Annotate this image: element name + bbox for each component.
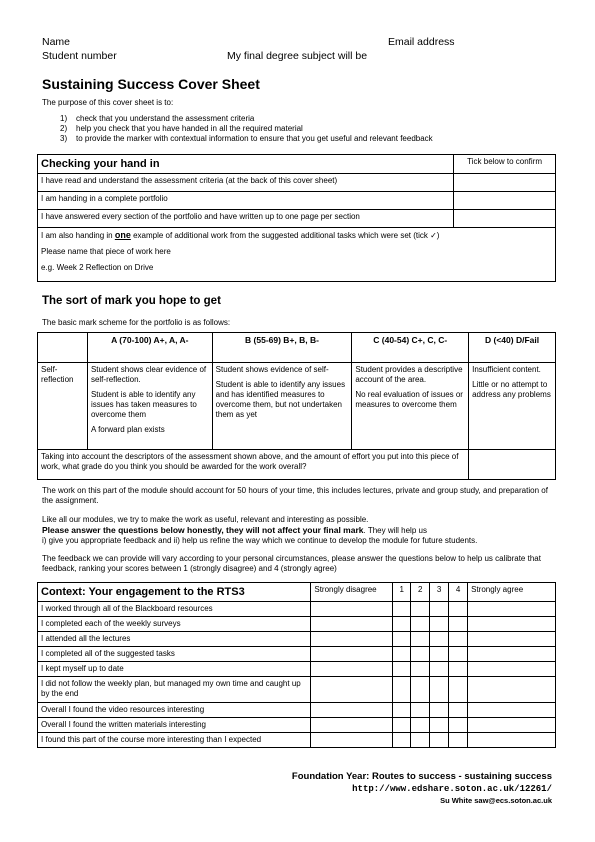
rating-cell[interactable]: [449, 703, 468, 718]
engagement-heading: Context: Your engagement to the RTS3: [38, 583, 311, 602]
check-row-text: I have read and understand the assessment criteria (at the back of this cover sheet): [38, 174, 454, 192]
rating-cell[interactable]: [430, 602, 449, 617]
rating-cell[interactable]: [430, 647, 449, 662]
rating-cell[interactable]: [411, 647, 430, 662]
rating-cell[interactable]: [449, 718, 468, 733]
tick-cell[interactable]: [454, 192, 556, 210]
self-reflection-label: Self-reflection: [38, 363, 88, 450]
rating-cell[interactable]: [411, 617, 430, 632]
rating-cell[interactable]: [430, 733, 449, 748]
rating-cell[interactable]: [411, 733, 430, 748]
rating-cell[interactable]: [430, 703, 449, 718]
grade-d-descriptor: Insufficient content. Little or no attempt to address any problems: [469, 363, 556, 450]
hours-paragraph: The work on this part of the module should account for 50 hours of your time, this includes lectures, private and group study, and preparation of the assignment.: [42, 486, 548, 505]
grade-a-header: A (70-100) A+, A, A-: [87, 333, 212, 363]
footer-author: Su White saw@ecs.soton.ac.uk: [440, 796, 552, 805]
rating-cell[interactable]: [411, 703, 430, 718]
check-row-text: I have answered every section of the portfolio and have written up to one page per section: [38, 210, 454, 228]
rating-cell[interactable]: [449, 602, 468, 617]
engagement-table: [37, 582, 556, 748]
rating-cell[interactable]: [411, 662, 430, 677]
emphasis-one: one: [114, 230, 131, 240]
grade-b-header: B (55-69) B+, B, B-: [212, 333, 352, 363]
footer-course: Foundation Year: Routes to success - sustaining success: [291, 771, 552, 782]
rating-cell[interactable]: [430, 677, 449, 703]
tick-header: Tick below to confirm: [454, 155, 556, 174]
scale-3: 3: [430, 583, 449, 602]
email-label: Email address: [388, 36, 455, 48]
check-row-text: I am handing in a complete portfolio: [38, 192, 454, 210]
rating-cell[interactable]: [393, 647, 411, 662]
feedback-paragraph: The feedback we can provide will vary according to your personal circumstances, please answer the questions below to help us calibrate that feedback, ranking your scores between 1 (strongly disagree) and 4 (strongly agree): [42, 554, 541, 573]
scale-4: 4: [449, 583, 468, 602]
engagement-row-text: I kept myself up to date: [38, 662, 311, 677]
grade-question: Taking into account the descriptors of the assessment shown above, and the amount of effort you put into this piece of work, what grade do you think you should be awarded for the work overall?: [38, 450, 469, 480]
purpose-item: 3) to provide the marker with contextual information to ensure that you get useful and relevant feedback: [60, 134, 433, 143]
rating-cell[interactable]: [393, 617, 411, 632]
rating-cell[interactable]: [449, 677, 468, 703]
engagement-row-text: I completed all of the suggested tasks: [38, 647, 311, 662]
mark-intro: The basic mark scheme for the portfolio is as follows:: [42, 318, 231, 327]
engagement-row-text: I did not follow the weekly plan, but managed my own time and caught up by the end: [38, 677, 311, 703]
rating-cell[interactable]: [430, 632, 449, 647]
rating-cell[interactable]: [393, 602, 411, 617]
rating-cell[interactable]: [449, 733, 468, 748]
engagement-row-text: I worked through all of the Blackboard resources: [38, 602, 311, 617]
scale-strongly-disagree: Strongly disagree: [311, 583, 393, 602]
rating-cell[interactable]: [393, 632, 411, 647]
engagement-row-text: I completed each of the weekly surveys: [38, 617, 311, 632]
engagement-row-text: I attended all the lectures: [38, 632, 311, 647]
purpose-intro: The purpose of this cover sheet is to:: [42, 98, 174, 107]
engagement-row-text: I found this part of the course more interesting than I expected: [38, 733, 311, 748]
honest-paragraph: Please answer the questions below honestly, they will not affect your final mark. They will help us i) give you appropriate feedback and ii) help us refine the way which we continue to develop the module for future students.: [42, 525, 478, 545]
scale-strongly-agree: Strongly agree: [468, 583, 556, 602]
engagement-row-text: Overall I found the video resources interesting: [38, 703, 311, 718]
rating-cell[interactable]: [449, 662, 468, 677]
rating-cell[interactable]: [449, 647, 468, 662]
rating-cell[interactable]: [411, 632, 430, 647]
rating-cell[interactable]: [393, 662, 411, 677]
grade-a-descriptor: Student shows clear evidence of self-reflection. Student is able to identify any issues has taken measures to overcome them A forward plan exists: [87, 363, 212, 450]
rating-cell[interactable]: [393, 733, 411, 748]
example-text: e.g. Week 2 Reflection on Drive: [41, 263, 154, 272]
purpose-item: 2) help you check that you have handed in all the required material: [60, 124, 303, 133]
rating-cell[interactable]: [411, 718, 430, 733]
degree-subject-label: My final degree subject will be: [227, 50, 368, 62]
rating-cell[interactable]: [430, 662, 449, 677]
grade-c-header: C (40-54) C+, C, C-: [352, 333, 469, 363]
page-title: Sustaining Success Cover Sheet: [42, 76, 260, 92]
empty-corner: [38, 333, 88, 363]
student-number-label: Student number: [42, 50, 117, 62]
checking-heading: Checking your hand in: [38, 155, 454, 174]
honest-bold: Please answer the questions below honestly, they will not affect your final mark: [42, 525, 364, 535]
rating-cell[interactable]: [449, 632, 468, 647]
checking-table: [37, 154, 556, 282]
grade-d-header: D (<40) D/Fail: [469, 333, 556, 363]
rating-cell[interactable]: [449, 617, 468, 632]
like-all-paragraph: Like all our modules, we try to make the work as useful, relevant and interesting as possible.: [42, 515, 369, 524]
grade-c-descriptor: Student provides a descriptive account of the area. No real evaluation of issues or measures to overcome them: [352, 363, 469, 450]
name-label: Name: [42, 36, 71, 48]
rating-cell[interactable]: [393, 677, 411, 703]
grade-answer-cell[interactable]: [469, 450, 556, 480]
rating-cell[interactable]: [430, 718, 449, 733]
rating-cell[interactable]: [393, 718, 411, 733]
scale-2: 2: [411, 583, 430, 602]
rating-cell[interactable]: [411, 602, 430, 617]
grade-b-descriptor: Student shows evidence of self- Student is able to identify any issues and has identified measures to overcome them, but not undertaken them as yet: [212, 363, 352, 450]
mark-scheme-table: [37, 332, 556, 480]
additional-work-line: I am also handing in one example of additional work from the suggested additional tasks which were set (tick ✓): [41, 230, 440, 240]
tick-cell[interactable]: [454, 210, 556, 228]
rating-cell[interactable]: [411, 677, 430, 703]
footer-url: http://www.edshare.soton.ac.uk/12261/: [352, 784, 552, 794]
rating-cell[interactable]: [430, 617, 449, 632]
tick-cell[interactable]: [454, 174, 556, 192]
name-work-prompt: Please name that piece of work here: [41, 247, 171, 256]
scale-1: 1: [393, 583, 411, 602]
rating-cell[interactable]: [393, 703, 411, 718]
mark-heading: The sort of mark you hope to get: [42, 295, 221, 307]
purpose-item: 1) check that you understand the assessment criteria: [60, 114, 255, 123]
purpose-list: [60, 114, 433, 144]
additional-work-cell[interactable]: [38, 228, 556, 282]
engagement-row-text: Overall I found the written materials interesting: [38, 718, 311, 733]
